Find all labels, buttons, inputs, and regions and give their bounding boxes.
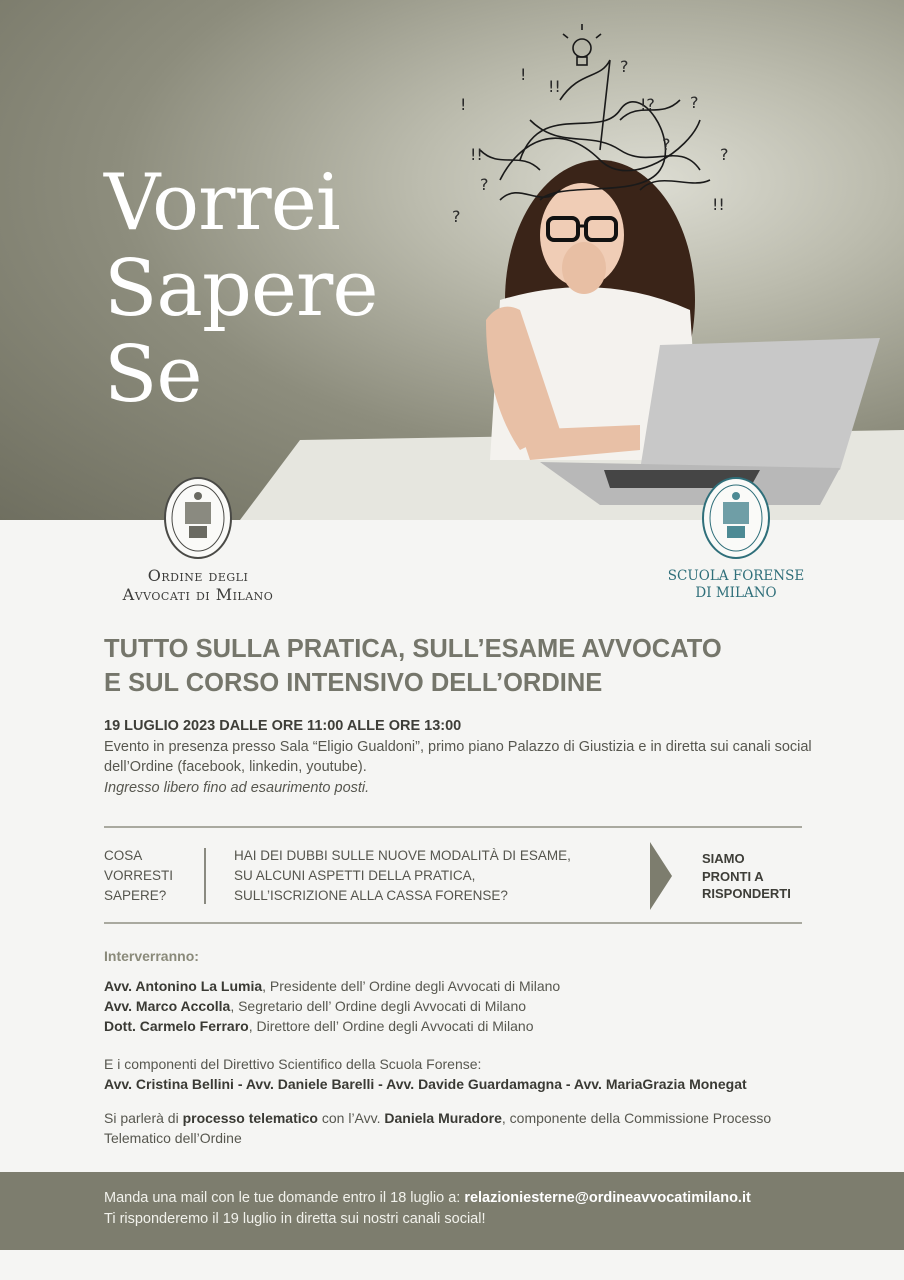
svg-text:!?: !? bbox=[640, 95, 655, 114]
speaker-name: Dott. Carmelo Ferraro bbox=[104, 1018, 249, 1034]
hero-title-line: Sapere bbox=[104, 244, 378, 334]
event-location: Evento in presenza presso Sala “Eligio Gualdoni”, primo piano Palazzo di Giustizia e in diretta sui canali social dell’Ordine (facebook, linkedin, youtube). bbox=[104, 738, 812, 775]
svg-text:?: ? bbox=[620, 57, 629, 76]
doubt-line: SULL’ISCRIZIONE ALLA CASSA FORENSE? bbox=[234, 888, 508, 903]
svg-text:!!: !! bbox=[548, 77, 561, 96]
speaker-role: , Presidente dell’ Ordine degli Avvocati di Milano bbox=[262, 978, 561, 994]
answer-line: PRONTI A bbox=[702, 868, 764, 884]
contact-email-link[interactable]: relazioniesterne@ordineavvocatimilano.it bbox=[464, 1190, 751, 1206]
arrow-right-icon bbox=[650, 842, 674, 910]
ordine-avvocati-logo bbox=[98, 476, 298, 604]
speaker-name: Avv. Antonino La Lumia bbox=[104, 978, 263, 994]
vertical-separator bbox=[204, 848, 206, 904]
speaker-role: , Segretario dell’ Ordine degli Avvocati di Milano bbox=[230, 998, 527, 1014]
ask-line: SAPERE? bbox=[104, 888, 167, 903]
hero-title-line: Se bbox=[104, 330, 202, 420]
svg-text:?: ? bbox=[452, 207, 461, 226]
divider-bottom bbox=[104, 922, 802, 924]
telematico-text: Si parlerà di bbox=[104, 1110, 183, 1126]
lightbulb-icon bbox=[563, 24, 601, 65]
ordine-logo-line2: Avvocati di Milano bbox=[122, 585, 274, 604]
svg-text:?: ? bbox=[480, 175, 489, 194]
telematico-text: , componente della Commissione Processo Telematico dell’Ordine bbox=[104, 1110, 772, 1146]
ask-line: VORRESTI bbox=[104, 868, 174, 883]
footer-text: Manda una mail con le tue domande entro il 18 luglio a: bbox=[104, 1190, 465, 1206]
answer-line: RISPONDERTI bbox=[702, 886, 791, 901]
svg-text:!!: !! bbox=[470, 145, 483, 164]
scuola-seal-icon bbox=[701, 476, 771, 560]
doubt-line: SU ALCUNI ASPETTI DELLA PRATICA, bbox=[234, 868, 476, 883]
event-date: 19 LUGLIO 2023 DALLE ORE 11:00 ALLE ORE 13:00 bbox=[104, 718, 462, 734]
answer-text bbox=[702, 850, 791, 903]
svg-text:?: ? bbox=[690, 93, 699, 112]
footer-line2: Ti risponderemo il 19 luglio in diretta sui nostri canali social! bbox=[104, 1211, 486, 1227]
telematico-text: con l’Avv. bbox=[317, 1110, 385, 1126]
ask-line: COSA bbox=[104, 848, 143, 863]
telematico-topic: processo telematico bbox=[182, 1110, 318, 1126]
hero-title-line: Vorrei bbox=[104, 158, 340, 248]
event-access-note: Ingresso libero fino ad esaurimento posti. bbox=[104, 779, 370, 796]
svg-text:!!: !! bbox=[712, 195, 725, 214]
speaker-item bbox=[104, 1016, 824, 1036]
questions-box bbox=[104, 846, 804, 910]
hero-banner bbox=[0, 0, 904, 520]
speaker-item bbox=[104, 996, 824, 1016]
scuola-logo-line2: DI MILANO bbox=[695, 585, 777, 601]
speakers-section bbox=[104, 946, 824, 1036]
event-details bbox=[104, 716, 824, 798]
headline-line2: E SUL CORSO INTENSIVO DELL’ORDINE bbox=[104, 669, 603, 697]
divider-top bbox=[104, 826, 802, 828]
svg-text:!: ! bbox=[520, 65, 527, 84]
speakers-label: Interverranno: bbox=[104, 948, 199, 964]
event-headline bbox=[104, 632, 824, 700]
svg-text:!: ! bbox=[460, 95, 467, 114]
ordine-logo-line1: Ordine degli bbox=[147, 566, 249, 585]
committee-names: Avv. Cristina Bellini - Avv. Daniele Barelli - Avv. Davide Guardamagna - Avv. MariaGrazia Monegat bbox=[104, 1076, 747, 1092]
svg-text:?: ? bbox=[720, 145, 729, 164]
speaker-role: , Direttore dell’ Ordine degli Avvocati di Milano bbox=[248, 1018, 534, 1034]
scuola-logo-line1: SCUOLA FORENSE bbox=[667, 568, 805, 584]
speaker-name: Avv. Marco Accolla bbox=[104, 998, 231, 1014]
footer-band bbox=[0, 1172, 904, 1250]
doubt-line: HAI DEI DUBBI SULLE NUOVE MODALITÀ DI ESAME, bbox=[234, 848, 571, 863]
committee-intro: E i componenti del Direttivo Scientifico della Scuola Forense: bbox=[104, 1056, 482, 1072]
speaker-item bbox=[104, 976, 824, 996]
telematico-speaker: Daniela Muradore bbox=[384, 1110, 502, 1126]
ask-text bbox=[104, 846, 173, 906]
scuola-forense-logo bbox=[656, 476, 816, 602]
telematico-note bbox=[104, 1108, 824, 1148]
headline-line1: TUTTO SULLA PRATICA, SULL’ESAME AVVOCATO bbox=[104, 635, 722, 663]
doubts-text bbox=[234, 846, 571, 906]
footer-line1 bbox=[104, 1188, 904, 1209]
committee-section bbox=[104, 1054, 824, 1094]
ordine-seal-icon bbox=[163, 476, 233, 560]
hero-title bbox=[104, 160, 377, 418]
answer-line: SIAMO bbox=[702, 851, 745, 866]
svg-text:?: ? bbox=[662, 135, 671, 154]
